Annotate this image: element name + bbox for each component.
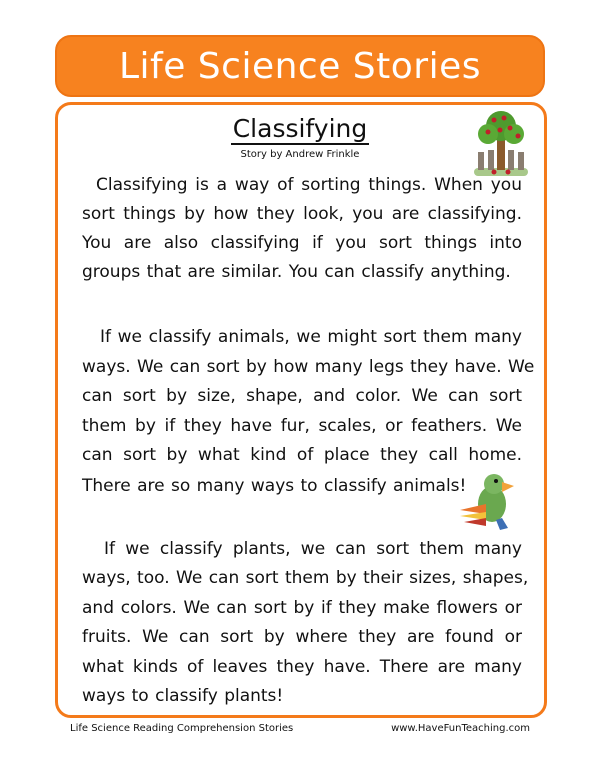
page-title: Life Science Stories <box>118 45 482 87</box>
footer-website-link[interactable]: www.HaveFunTeaching.com <box>391 723 530 734</box>
header-banner <box>55 35 545 97</box>
story-line: There are so many ways to classify animals! <box>82 476 467 496</box>
story-line: If we classify plants, we can sort them many <box>104 539 522 559</box>
story-line: sort things by how they look, you are classifying. <box>82 204 522 224</box>
story-byline: Story by Andrew Frinkle <box>240 149 360 160</box>
story-title: Classifying <box>232 114 368 143</box>
story-line: can sort by size, shape, and color. We can sort <box>82 386 522 406</box>
story-line: what kinds of leaves they have. There are many <box>82 657 522 677</box>
story-line: You are also classifying if you sort things into <box>82 233 522 253</box>
footer-series-title: Life Science Reading Comprehension Stories <box>70 723 294 734</box>
story-line: ways. We can sort by how many legs they have. We <box>82 357 535 377</box>
story-line: and colors. We can sort by if they make flowers or <box>82 598 522 618</box>
story-line: If we classify animals, we might sort them many <box>100 327 522 347</box>
story-line: groups that are similar. You can classify anything. <box>82 262 511 282</box>
story-line: them by if they have fur, scales, or feathers. We <box>82 416 522 436</box>
story-line: Classifying is a way of sorting things. When you <box>96 175 522 195</box>
story-line: fruits. We can sort by where they are found or <box>82 627 522 647</box>
apple-tree-icon <box>474 108 528 178</box>
story-line: ways to classify plants! <box>82 686 284 706</box>
story-line: can sort by what kind of place they call home. <box>82 445 522 465</box>
story-line: ways, too. We can sort them by their sizes, shapes, <box>82 568 529 588</box>
